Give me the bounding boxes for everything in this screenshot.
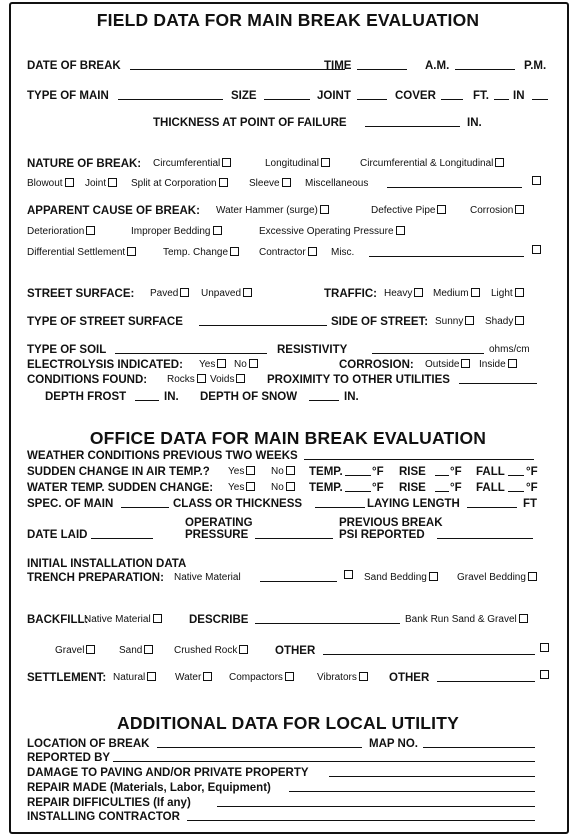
map-no-label: MAP NO.: [369, 738, 418, 750]
checkbox[interactable]: [144, 645, 153, 654]
nature-option: Blowout: [27, 176, 74, 192]
pm-label: P.M.: [524, 60, 547, 72]
repair-made-label: REPAIR MADE (Materials, Labor, Equipment): [27, 782, 271, 794]
row-date-laid: [27, 527, 556, 543]
cause-option: Temp. Change: [163, 245, 239, 261]
proximity-field[interactable]: [459, 372, 537, 384]
row-damage: [27, 765, 556, 781]
yes-option: Yes: [228, 464, 255, 480]
spec-of-main-field[interactable]: [121, 496, 169, 508]
spec-of-main-label: SPEC. OF MAIN: [27, 498, 114, 510]
checkbox[interactable]: [203, 672, 212, 681]
side-option: Sunny: [435, 314, 474, 330]
fall-field[interactable]: [508, 464, 524, 476]
describe-label: DESCRIBE: [189, 614, 249, 626]
traffic-label: TRAFFIC:: [324, 288, 378, 300]
map-no-field[interactable]: [423, 736, 535, 748]
checkbox[interactable]: [86, 645, 95, 654]
row-nature-2: [27, 176, 556, 192]
type-of-soil-field[interactable]: [115, 342, 267, 354]
nature-of-break-label: NATURE OF BREAK:: [27, 158, 142, 170]
row-weather: [27, 448, 556, 464]
temp-field[interactable]: [345, 464, 371, 476]
row-street-surface: [27, 286, 556, 302]
depth-frost-field[interactable]: [135, 389, 159, 401]
settlement-option: Natural: [113, 670, 156, 686]
pressure-field[interactable]: [255, 527, 333, 539]
nature-option: Sleeve: [249, 176, 291, 192]
checkbox[interactable]: [321, 158, 330, 167]
fall-label: FALL: [476, 482, 505, 494]
field-data-title: FIELD DATA FOR MAIN BREAK EVALUATION: [96, 10, 480, 30]
size-label: SIZE: [231, 90, 257, 102]
checkbox[interactable]: [213, 226, 222, 235]
checkbox[interactable]: [519, 614, 528, 623]
checkbox[interactable]: [236, 374, 245, 383]
backfill-option: Sand: [119, 643, 153, 659]
row-water-temp: [27, 480, 556, 496]
cause-option: Improper Bedding: [131, 224, 222, 240]
other-label: OTHER: [275, 645, 316, 657]
checkbox[interactable]: [219, 178, 228, 187]
checkbox[interactable]: [540, 643, 549, 652]
air-temp-label: SUDDEN CHANGE IN AIR TEMP.?: [27, 466, 210, 478]
row-thickness: [27, 115, 556, 131]
street-surface-label: STREET SURFACE:: [27, 288, 135, 300]
installing-contractor-label: INSTALLING CONTRACTOR: [27, 811, 180, 823]
row-installing-contractor: [27, 809, 556, 825]
checkbox[interactable]: [532, 245, 541, 254]
checkbox[interactable]: [515, 288, 524, 297]
misc-cause-field[interactable]: [369, 245, 524, 257]
cause-option: Misc.: [331, 247, 355, 258]
checkbox[interactable]: [153, 614, 162, 623]
deg-f-label: °F: [372, 466, 384, 478]
date-laid-field[interactable]: [91, 527, 153, 539]
row-type-street-surface: [27, 314, 556, 330]
rise-label: RISE: [399, 482, 426, 494]
conditions-option: Rocks: [167, 372, 206, 388]
trench-option: Gravel Bedding: [457, 570, 537, 586]
row-type-of-main: [27, 88, 556, 104]
previous-break-label: PREVIOUS BREAK: [339, 517, 443, 529]
checkbox[interactable]: [108, 178, 117, 187]
electrolysis-option: Yes: [199, 357, 226, 373]
cover-in-field[interactable]: [494, 88, 509, 100]
checkbox[interactable]: [246, 466, 255, 475]
time-field[interactable]: [357, 58, 407, 70]
backfill-native: Native Material: [84, 612, 162, 628]
describe-field[interactable]: [255, 612, 400, 624]
checkbox[interactable]: [515, 316, 524, 325]
ft-label: FT.: [473, 90, 489, 102]
depth-snow-unit: IN.: [344, 391, 359, 403]
checkbox[interactable]: [495, 158, 504, 167]
am-label: A.M.: [425, 60, 450, 72]
additional-data-title: ADDITIONAL DATA FOR LOCAL UTILITY: [117, 713, 459, 733]
ft-label: FT: [523, 498, 538, 510]
settlement-label: SETTLEMENT:: [27, 672, 107, 684]
other-label: OTHER: [389, 672, 430, 684]
type-street-surface-field[interactable]: [199, 314, 327, 326]
checkbox[interactable]: [217, 359, 226, 368]
checkbox[interactable]: [86, 226, 95, 235]
checkbox[interactable]: [239, 645, 248, 654]
checkbox[interactable]: [528, 572, 537, 581]
row-cause-1: [27, 203, 556, 219]
row-cause-3: [27, 245, 556, 261]
location-field[interactable]: [157, 736, 362, 748]
backfill-option: Gravel: [55, 643, 95, 659]
nature-option: Split at Corporation: [131, 176, 228, 192]
date-of-break-label: DATE OF BREAK: [27, 60, 121, 72]
nature-option: Longitudinal: [265, 156, 330, 172]
native-material-field[interactable]: [260, 570, 337, 582]
yes-option: Yes: [228, 480, 255, 496]
cause-option: Contractor: [259, 245, 317, 261]
apparent-cause-label: APPARENT CAUSE OF BREAK:: [27, 205, 200, 217]
checkbox[interactable]: [249, 359, 258, 368]
settlement-option: Water: [175, 670, 212, 686]
initial-installation-label: INITIAL INSTALLATION DATA: [27, 558, 187, 570]
checkbox[interactable]: [285, 672, 294, 681]
type-of-main-label: TYPE OF MAIN: [27, 90, 109, 102]
repair-made-field[interactable]: [289, 780, 535, 792]
row-reported-by: [27, 750, 556, 766]
type-of-soil-label: TYPE OF SOIL: [27, 344, 107, 356]
corrosion-option: Inside: [479, 357, 517, 373]
cause-option: Water Hammer (surge): [216, 203, 329, 219]
no-option: No: [271, 480, 295, 496]
corrosion-option: Outside: [425, 357, 470, 373]
traffic-option: Light: [491, 286, 524, 302]
reported-by-field[interactable]: [113, 750, 535, 762]
nature-option: Joint: [85, 176, 117, 192]
psi-reported-label: PSI REPORTED: [339, 529, 425, 541]
type-of-main-field[interactable]: [118, 88, 223, 100]
checkbox[interactable]: [222, 158, 231, 167]
cover-ft-field[interactable]: [441, 88, 463, 100]
cause-option: Differential Settlement: [27, 245, 136, 261]
depth-snow-label: DEPTH OF SNOW: [200, 391, 298, 403]
ohms-label: ohms/cm: [489, 344, 530, 355]
am-field[interactable]: [455, 58, 515, 70]
checkbox[interactable]: [359, 672, 368, 681]
fall-field[interactable]: [508, 480, 524, 492]
damage-label: DAMAGE TO PAVING AND/OR PRIVATE PROPERTY: [27, 767, 309, 779]
traffic-option: Medium: [433, 286, 480, 302]
cover-label: COVER: [395, 90, 436, 102]
cause-option: Defective Pipe: [371, 203, 446, 219]
in-trailing-field[interactable]: [532, 88, 548, 100]
conditions-found-label: CONDITIONS FOUND:: [27, 374, 148, 386]
checkbox[interactable]: [147, 672, 156, 681]
weather-label: WEATHER CONDITIONS PREVIOUS TWO WEEKS: [27, 450, 298, 462]
fall-label: FALL: [476, 466, 505, 478]
repair-difficulties-label: REPAIR DIFFICULTIES (If any): [27, 797, 191, 809]
other-field[interactable]: [437, 670, 535, 682]
rise-field[interactable]: [435, 464, 449, 476]
proximity-label: PROXIMITY TO OTHER UTILITIES: [267, 374, 450, 386]
joint-label: JOINT: [317, 90, 351, 102]
backfill-option: Crushed Rock: [174, 643, 248, 659]
cause-option: Deterioration: [27, 224, 95, 240]
checkbox[interactable]: [396, 226, 405, 235]
repair-difficulties-field[interactable]: [217, 795, 535, 807]
checkbox[interactable]: [308, 247, 317, 256]
deg-f-label: °F: [450, 466, 462, 478]
electrolysis-option: No: [234, 357, 258, 373]
rise-label: RISE: [399, 466, 426, 478]
damage-field[interactable]: [329, 765, 535, 777]
thickness-field[interactable]: [365, 115, 460, 127]
nature-option: Circumferential & Longitudinal: [360, 156, 504, 172]
misc-field[interactable]: [387, 176, 522, 188]
settlement-option: Vibrators: [317, 670, 368, 686]
other-field[interactable]: [323, 643, 535, 655]
office-data-title: OFFICE DATA FOR MAIN BREAK EVALUATION: [89, 428, 487, 448]
cause-option: Corrosion: [470, 203, 524, 219]
street-option: Unpaved: [201, 286, 252, 302]
row-cause-2: [27, 224, 556, 240]
depth-snow-field[interactable]: [309, 389, 339, 401]
checkbox[interactable]: [532, 176, 541, 185]
pressure-label: PRESSURE: [185, 529, 249, 541]
weather-field[interactable]: [304, 448, 534, 460]
time-label: TIME: [324, 60, 352, 72]
settlement-option: Compactors: [229, 670, 294, 686]
row-electrolysis: [27, 357, 556, 373]
deg-f-label: °F: [526, 482, 538, 494]
resistivity-label: RESISTIVITY: [277, 344, 348, 356]
checkbox[interactable]: [286, 466, 295, 475]
temp-label: TEMP.: [309, 482, 343, 494]
row-conditions: [27, 372, 556, 388]
depth-frost-unit: IN.: [164, 391, 179, 403]
checkbox[interactable]: [286, 482, 295, 491]
reported-by-label: REPORTED BY: [27, 752, 111, 764]
checkbox[interactable]: [515, 205, 524, 214]
checkbox[interactable]: [282, 178, 291, 187]
row-date-time: [27, 58, 556, 74]
row-soil: [27, 342, 556, 358]
cause-option: Excessive Operating Pressure: [259, 224, 405, 240]
row-settlement: [27, 670, 556, 686]
thickness-unit-label: IN.: [467, 117, 482, 129]
in-label: IN: [513, 90, 525, 102]
row-nature-1: [27, 156, 556, 172]
location-label: LOCATION OF BREAK: [27, 738, 150, 750]
size-field[interactable]: [264, 88, 310, 100]
nature-option: Miscellaneous: [305, 178, 369, 189]
deg-f-label: °F: [526, 466, 538, 478]
corrosion-label: CORROSION:: [339, 359, 414, 371]
date-of-break-field[interactable]: [130, 58, 345, 70]
checkbox[interactable]: [243, 288, 252, 297]
row-backfill-2: [27, 643, 556, 659]
laying-length-label: LAYING LENGTH: [367, 498, 460, 510]
row-trench: [27, 570, 556, 586]
checkbox[interactable]: [471, 288, 480, 297]
installing-contractor-field[interactable]: [187, 809, 535, 821]
checkbox[interactable]: [437, 205, 446, 214]
psi-reported-field[interactable]: [437, 527, 533, 539]
water-temp-label: WATER TEMP. SUDDEN CHANGE:: [27, 482, 214, 494]
resistivity-field[interactable]: [372, 342, 484, 354]
street-option: Paved: [150, 286, 189, 302]
date-laid-label: DATE LAID: [27, 529, 88, 541]
checkbox[interactable]: [180, 288, 189, 297]
no-option: No: [271, 464, 295, 480]
side-of-street-label: SIDE OF STREET:: [331, 316, 429, 328]
type-street-surface-label: TYPE OF STREET SURFACE: [27, 316, 183, 328]
laying-length-field[interactable]: [467, 496, 517, 508]
joint-field[interactable]: [357, 88, 387, 100]
bank-run-option: Bank Run Sand & Gravel: [405, 612, 528, 628]
deg-f-label: °F: [372, 482, 384, 494]
checkbox[interactable]: [429, 572, 438, 581]
checkbox[interactable]: [65, 178, 74, 187]
class-thickness-label: CLASS OR THICKNESS: [173, 498, 303, 510]
nature-option: Circumferential: [153, 156, 231, 172]
deg-f-label: °F: [450, 482, 462, 494]
checkbox[interactable]: [127, 247, 136, 256]
checkbox[interactable]: [508, 359, 517, 368]
thickness-label: THICKNESS AT POINT OF FAILURE: [153, 117, 347, 129]
row-depth: [27, 389, 556, 405]
native-material-label: Native Material: [174, 572, 241, 583]
row-air-temp: [27, 464, 556, 480]
trench-prep-label: TRENCH PREPARATION:: [27, 572, 164, 584]
traffic-option: Heavy: [384, 286, 423, 302]
trench-option: Sand Bedding: [364, 570, 438, 586]
checkbox[interactable]: [465, 316, 474, 325]
checkbox[interactable]: [197, 374, 206, 383]
temp-field[interactable]: [345, 480, 371, 492]
class-thickness-field[interactable]: [315, 496, 365, 508]
electrolysis-label: ELECTROLYSIS INDICATED:: [27, 359, 183, 371]
backfill-label: BACKFILL:: [27, 614, 89, 626]
operating-label: OPERATING: [185, 517, 253, 529]
checkbox[interactable]: [414, 288, 423, 297]
checkbox[interactable]: [320, 205, 329, 214]
row-repair-made: [27, 780, 556, 796]
checkbox[interactable]: [230, 247, 239, 256]
checkbox[interactable]: [540, 670, 549, 679]
side-option: Shady: [485, 314, 524, 330]
row-backfill: [27, 612, 556, 628]
depth-frost-label: DEPTH FROST: [45, 391, 127, 403]
checkbox[interactable]: [246, 482, 255, 491]
conditions-option: Voids: [210, 372, 245, 388]
row-spec: [27, 496, 556, 512]
checkbox[interactable]: [461, 359, 470, 368]
temp-label: TEMP.: [309, 466, 343, 478]
checkbox[interactable]: [344, 570, 353, 579]
rise-field[interactable]: [435, 480, 449, 492]
